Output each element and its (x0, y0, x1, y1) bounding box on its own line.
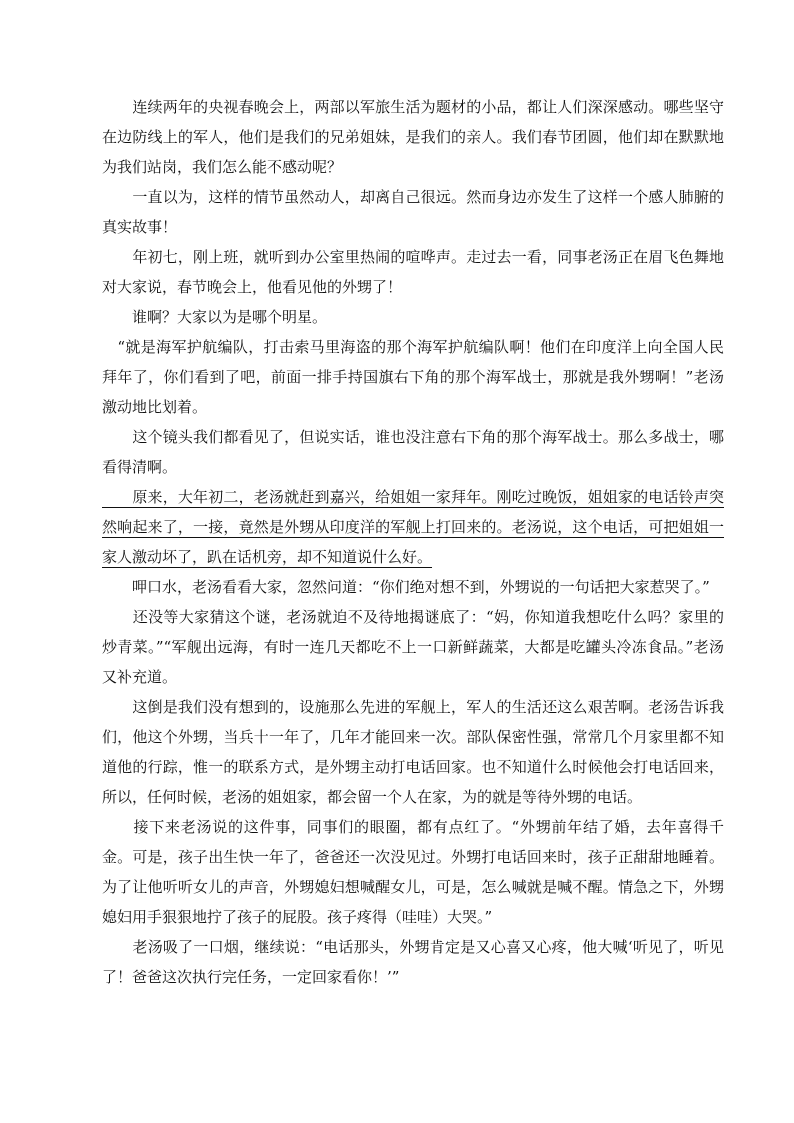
paragraph-3: 年初七，刚上班，就听到办公室里热闹的喧哗声。走过去一看，同事老汤正在眉飞色舞地对大家说，春节晚会上，他看见他的外甥了！ (102, 248, 724, 296)
article-body (102, 92, 724, 992)
paragraph-8: 呷口水，老汤看看大家，忽然问道：“你们绝对想不到，外甥说的一句话把大家惹哭了。” (102, 578, 710, 596)
paragraph-2: 一直以为，这样的情节虽然动人，却离自己很远。然而身边亦发生了这样一个感人肺腑的真实故事！ (102, 188, 724, 236)
paragraph-12: 老汤吸了一口烟，继续说：“电话那头，外甥肯定是又心喜又心疼，他大喊‘听见了，听见了！爸爸这次执行完任务，一定回家看你！’” (102, 938, 724, 986)
paragraph-5: “就是海军护航编队，打击索马里海盗的那个海军护航编队啊！他们在印度洋上向全国人民拜年了，你们看到了吧，前面一排手持国旗右下角的那个海军战士，那就是我外甥啊！”老汤激动地比划着。 (102, 338, 724, 416)
paragraph-7-underlined: 原来，大年初二，老汤就赶到嘉兴，给姐姐一家拜年。刚吃过晚饭，姐姐家的电话铃声突然响起来了，一接，竟然是外甥从印度洋的军舰上打回来的。老汤说，这个电话，可把姐姐一家人激动坏了，趴在话机旁，却不知道说什么好。 (102, 488, 724, 566)
paragraph-6: 这个镜头我们都看见了，但说实话，谁也没注意右下角的那个海军战士。那么多战士，哪看得清啊。 (102, 428, 724, 476)
paragraph-1: 连续两年的央视春晚会上，两部以军旅生活为题材的小品，都让人们深深感动。哪些坚守在边防线上的军人，他们是我们的兄弟姐妹，是我们的亲人。我们春节团圆，他们却在默默地为我们站岗，我们怎么能不感动呢？ (102, 98, 724, 176)
paragraph-9: 还没等大家猜这个谜，老汤就迫不及待地揭谜底了：“妈，你知道我想吃什么吗？家里的炒青菜。”“军舰出远海，有时一连几天都吃不上一口新鲜蔬菜，大都是吃罐头冷冻食品。”老汤又补充道。 (102, 608, 724, 686)
paragraph-11: 接下来老汤说的这件事，同事们的眼圈，都有点红了。“外甥前年结了婚，去年喜得千金。可是，孩子出生快一年了，爸爸还一次没见过。外甥打电话回来时，孩子正甜甜地睡着。为了让他听听女儿的声音，外甥媳妇想喊醒女儿，可是，怎么喊就是喊不醒。情急之下，外甥媳妇用手狠狠地拧了孩子的屁股。孩子疼得（哇哇）大哭。” (102, 818, 724, 926)
paragraph-10: 这倒是我们没有想到的，设施那么先进的军舰上，军人的生活还这么艰苦啊。老汤告诉我们，他这个外甥，当兵十一年了，几年才能回来一次。部队保密性强，常常几个月家里都不知道他的行踪，惟一的联系方式，是外甥主动打电话回家。也不知道什么时候他会打电话回来，所以，任何时候，老汤的姐姐家，都会留一个人在家，为的就是等待外甥的电话。 (102, 698, 724, 806)
paragraph-4: 谁啊？大家以为是哪个明星。 (102, 308, 328, 326)
